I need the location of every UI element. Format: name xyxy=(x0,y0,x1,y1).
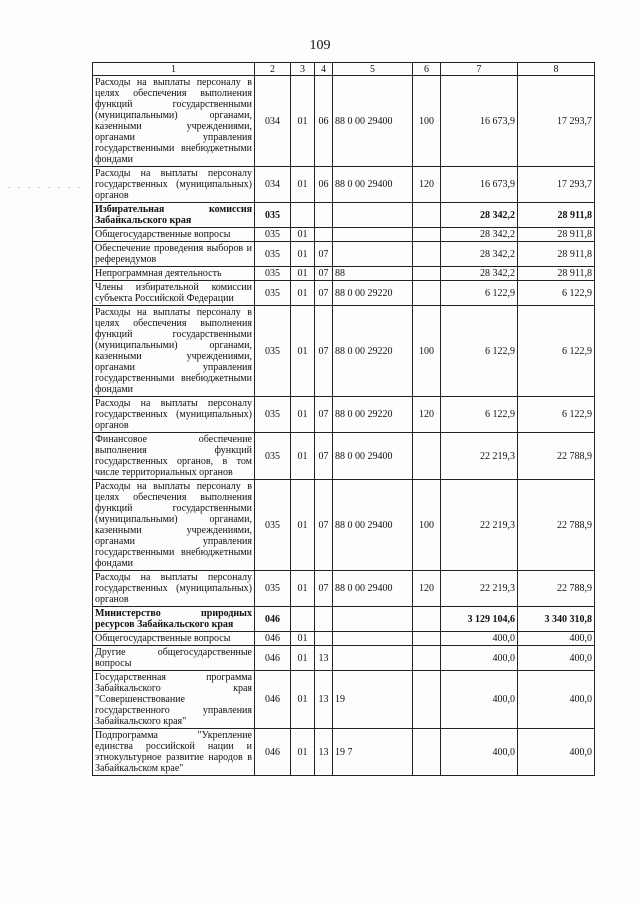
amount-year2-cell: 28 911,8 xyxy=(518,203,595,228)
amount-year1-cell: 400,0 xyxy=(441,729,518,776)
expense-type-cell: 100 xyxy=(413,480,441,571)
amount-year1-cell: 28 342,2 xyxy=(441,242,518,267)
table-row xyxy=(93,281,595,306)
subsection-code-cell xyxy=(315,607,333,632)
amount-year2-cell: 400,0 xyxy=(518,671,595,729)
table-row xyxy=(93,632,595,646)
amount-year1-cell: 400,0 xyxy=(441,671,518,729)
table-row xyxy=(93,203,595,228)
expense-type-cell xyxy=(413,267,441,281)
expense-name-cell: Расходы на выплаты персоналу государственных (муниципальных) органов xyxy=(93,397,255,433)
amount-year1-cell: 6 122,9 xyxy=(441,397,518,433)
section-code-cell: 01 xyxy=(291,480,315,571)
amount-year2-cell: 22 788,9 xyxy=(518,433,595,480)
section-code-cell: 01 xyxy=(291,76,315,167)
subsection-code-cell: 07 xyxy=(315,281,333,306)
expense-type-cell xyxy=(413,646,441,671)
expense-name-cell: Расходы на выплаты персоналу в целях обеспечения выполнения функций государственными (муниципальными) органами, казенными учреждениями, органами управления государственными внебюджетными фондами xyxy=(93,480,255,571)
budget-table xyxy=(92,62,595,776)
subsection-code-cell: 07 xyxy=(315,480,333,571)
subsection-code-cell: 07 xyxy=(315,433,333,480)
amount-year2-cell: 17 293,7 xyxy=(518,167,595,203)
column-header: 1 xyxy=(93,63,255,76)
amount-year1-cell: 28 342,2 xyxy=(441,267,518,281)
table-row xyxy=(93,228,595,242)
amount-year2-cell: 28 911,8 xyxy=(518,242,595,267)
ministry-code-cell: 035 xyxy=(255,306,291,397)
margin-mark: . . . . . . . . xyxy=(8,181,83,190)
table-header-row xyxy=(93,63,595,76)
section-code-cell: 01 xyxy=(291,729,315,776)
ministry-code-cell: 035 xyxy=(255,242,291,267)
amount-year2-cell: 22 788,9 xyxy=(518,480,595,571)
section-code-cell: 01 xyxy=(291,571,315,607)
table-row xyxy=(93,729,595,776)
target-article-cell: 88 0 00 29400 xyxy=(333,76,413,167)
target-article-cell xyxy=(333,242,413,267)
subsection-code-cell: 07 xyxy=(315,242,333,267)
expense-type-cell xyxy=(413,607,441,632)
ministry-code-cell: 035 xyxy=(255,203,291,228)
section-code-cell: 01 xyxy=(291,433,315,480)
amount-year2-cell: 28 911,8 xyxy=(518,267,595,281)
ministry-code-cell: 035 xyxy=(255,281,291,306)
target-article-cell xyxy=(333,646,413,671)
table-row xyxy=(93,571,595,607)
table-row xyxy=(93,607,595,632)
amount-year2-cell: 22 788,9 xyxy=(518,571,595,607)
expense-name-cell: Финансовое обеспечение выполнения функций государственных органов, в том числе территориальных органов xyxy=(93,433,255,480)
ministry-code-cell: 046 xyxy=(255,729,291,776)
expense-name-cell: Подпрограмма "Укрепление единства российской нации и этнокультурное развитие народов в Забайкальском крае" xyxy=(93,729,255,776)
subsection-code-cell: 07 xyxy=(315,571,333,607)
expense-type-cell xyxy=(413,729,441,776)
expense-name-cell: Обеспечение проведения выборов и референдумов xyxy=(93,242,255,267)
amount-year1-cell: 22 219,3 xyxy=(441,480,518,571)
expense-name-cell: Государственная программа Забайкальского края "Совершенствование государственного управления Забайкальского края" xyxy=(93,671,255,729)
table-row xyxy=(93,267,595,281)
section-code-cell: 01 xyxy=(291,632,315,646)
ministry-code-cell: 034 xyxy=(255,167,291,203)
amount-year1-cell: 6 122,9 xyxy=(441,281,518,306)
ministry-code-cell: 035 xyxy=(255,480,291,571)
column-header: 6 xyxy=(413,63,441,76)
table-row xyxy=(93,671,595,729)
amount-year1-cell: 16 673,9 xyxy=(441,76,518,167)
section-code-cell xyxy=(291,203,315,228)
target-article-cell: 88 0 00 29220 xyxy=(333,397,413,433)
ministry-code-cell: 035 xyxy=(255,228,291,242)
ministry-code-cell: 035 xyxy=(255,267,291,281)
table-row xyxy=(93,480,595,571)
amount-year2-cell: 3 340 310,8 xyxy=(518,607,595,632)
amount-year2-cell: 28 911,8 xyxy=(518,228,595,242)
expense-name-cell: Непрограммная деятельность xyxy=(93,267,255,281)
expense-name-cell: Расходы на выплаты персоналу государственных (муниципальных) органов xyxy=(93,167,255,203)
expense-type-cell xyxy=(413,632,441,646)
expense-name-cell: Избирательная комиссия Забайкальского края xyxy=(93,203,255,228)
ministry-code-cell: 035 xyxy=(255,433,291,480)
section-code-cell: 01 xyxy=(291,267,315,281)
section-code-cell: 01 xyxy=(291,397,315,433)
table-row xyxy=(93,397,595,433)
subsection-code-cell: 13 xyxy=(315,646,333,671)
amount-year1-cell: 16 673,9 xyxy=(441,167,518,203)
target-article-cell: 88 xyxy=(333,267,413,281)
target-article-cell xyxy=(333,607,413,632)
table-row xyxy=(93,433,595,480)
expense-name-cell: Общегосударственные вопросы xyxy=(93,632,255,646)
target-article-cell: 88 0 00 29400 xyxy=(333,167,413,203)
target-article-cell xyxy=(333,203,413,228)
column-header: 8 xyxy=(518,63,595,76)
subsection-code-cell: 06 xyxy=(315,76,333,167)
target-article-cell: 88 0 00 29220 xyxy=(333,306,413,397)
ministry-code-cell: 046 xyxy=(255,632,291,646)
target-article-cell xyxy=(333,228,413,242)
expense-type-cell xyxy=(413,203,441,228)
table-row xyxy=(93,646,595,671)
table-row xyxy=(93,306,595,397)
section-code-cell xyxy=(291,607,315,632)
column-header: 7 xyxy=(441,63,518,76)
amount-year2-cell: 6 122,9 xyxy=(518,397,595,433)
amount-year2-cell: 17 293,7 xyxy=(518,76,595,167)
expense-name-cell: Расходы на выплаты персоналу государственных (муниципальных) органов xyxy=(93,571,255,607)
expense-name-cell: Другие общегосударственные вопросы xyxy=(93,646,255,671)
section-code-cell: 01 xyxy=(291,242,315,267)
ministry-code-cell: 046 xyxy=(255,671,291,729)
target-article-cell: 19 xyxy=(333,671,413,729)
expense-name-cell: Расходы на выплаты персоналу в целях обеспечения выполнения функций государственными (муниципальными) органами, казенными учреждениями, органами управления государственными внебюджетными фондами xyxy=(93,306,255,397)
target-article-cell: 19 7 xyxy=(333,729,413,776)
subsection-code-cell: 07 xyxy=(315,306,333,397)
subsection-code-cell xyxy=(315,203,333,228)
ministry-code-cell: 034 xyxy=(255,76,291,167)
amount-year1-cell: 28 342,2 xyxy=(441,228,518,242)
section-code-cell: 01 xyxy=(291,646,315,671)
section-code-cell: 01 xyxy=(291,228,315,242)
table-row xyxy=(93,242,595,267)
column-header: 5 xyxy=(333,63,413,76)
expense-type-cell xyxy=(413,228,441,242)
subsection-code-cell: 07 xyxy=(315,267,333,281)
target-article-cell xyxy=(333,632,413,646)
expense-type-cell xyxy=(413,242,441,267)
amount-year2-cell: 400,0 xyxy=(518,646,595,671)
target-article-cell: 88 0 00 29400 xyxy=(333,433,413,480)
column-header: 2 xyxy=(255,63,291,76)
expense-name-cell: Члены избирательной комиссии субъекта Российской Федерации xyxy=(93,281,255,306)
expense-type-cell xyxy=(413,433,441,480)
column-header: 3 xyxy=(291,63,315,76)
expense-name-cell: Расходы на выплаты персоналу в целях обеспечения выполнения функций государственными (муниципальными) органами, казенными учреждениями, органами управления государственными внебюджетными фондами xyxy=(93,76,255,167)
expense-type-cell: 100 xyxy=(413,306,441,397)
amount-year2-cell: 400,0 xyxy=(518,729,595,776)
target-article-cell: 88 0 00 29400 xyxy=(333,571,413,607)
subsection-code-cell: 06 xyxy=(315,167,333,203)
expense-name-cell: Министерство природных ресурсов Забайкальского края xyxy=(93,607,255,632)
table-row xyxy=(93,76,595,167)
amount-year1-cell: 28 342,2 xyxy=(441,203,518,228)
section-code-cell: 01 xyxy=(291,306,315,397)
amount-year1-cell: 400,0 xyxy=(441,646,518,671)
expense-type-cell: 120 xyxy=(413,167,441,203)
ministry-code-cell: 046 xyxy=(255,607,291,632)
expense-type-cell: 120 xyxy=(413,571,441,607)
amount-year2-cell: 6 122,9 xyxy=(518,306,595,397)
expense-type-cell xyxy=(413,671,441,729)
subsection-code-cell: 13 xyxy=(315,729,333,776)
amount-year1-cell: 6 122,9 xyxy=(441,306,518,397)
subsection-code-cell xyxy=(315,632,333,646)
subsection-code-cell: 13 xyxy=(315,671,333,729)
target-article-cell: 88 0 00 29220 xyxy=(333,281,413,306)
target-article-cell: 88 0 00 29400 xyxy=(333,480,413,571)
amount-year1-cell: 400,0 xyxy=(441,632,518,646)
column-header: 4 xyxy=(315,63,333,76)
amount-year1-cell: 22 219,3 xyxy=(441,433,518,480)
expense-name-cell: Общегосударственные вопросы xyxy=(93,228,255,242)
amount-year1-cell: 3 129 104,6 xyxy=(441,607,518,632)
amount-year1-cell: 22 219,3 xyxy=(441,571,518,607)
ministry-code-cell: 035 xyxy=(255,397,291,433)
table-row xyxy=(93,167,595,203)
amount-year2-cell: 6 122,9 xyxy=(518,281,595,306)
expense-type-cell: 120 xyxy=(413,397,441,433)
expense-type-cell xyxy=(413,281,441,306)
section-code-cell: 01 xyxy=(291,281,315,306)
expense-type-cell: 100 xyxy=(413,76,441,167)
page-number: 109 xyxy=(309,38,331,53)
subsection-code-cell: 07 xyxy=(315,397,333,433)
ministry-code-cell: 035 xyxy=(255,571,291,607)
section-code-cell: 01 xyxy=(291,167,315,203)
ministry-code-cell: 046 xyxy=(255,646,291,671)
section-code-cell: 01 xyxy=(291,671,315,729)
subsection-code-cell xyxy=(315,228,333,242)
amount-year2-cell: 400,0 xyxy=(518,632,595,646)
